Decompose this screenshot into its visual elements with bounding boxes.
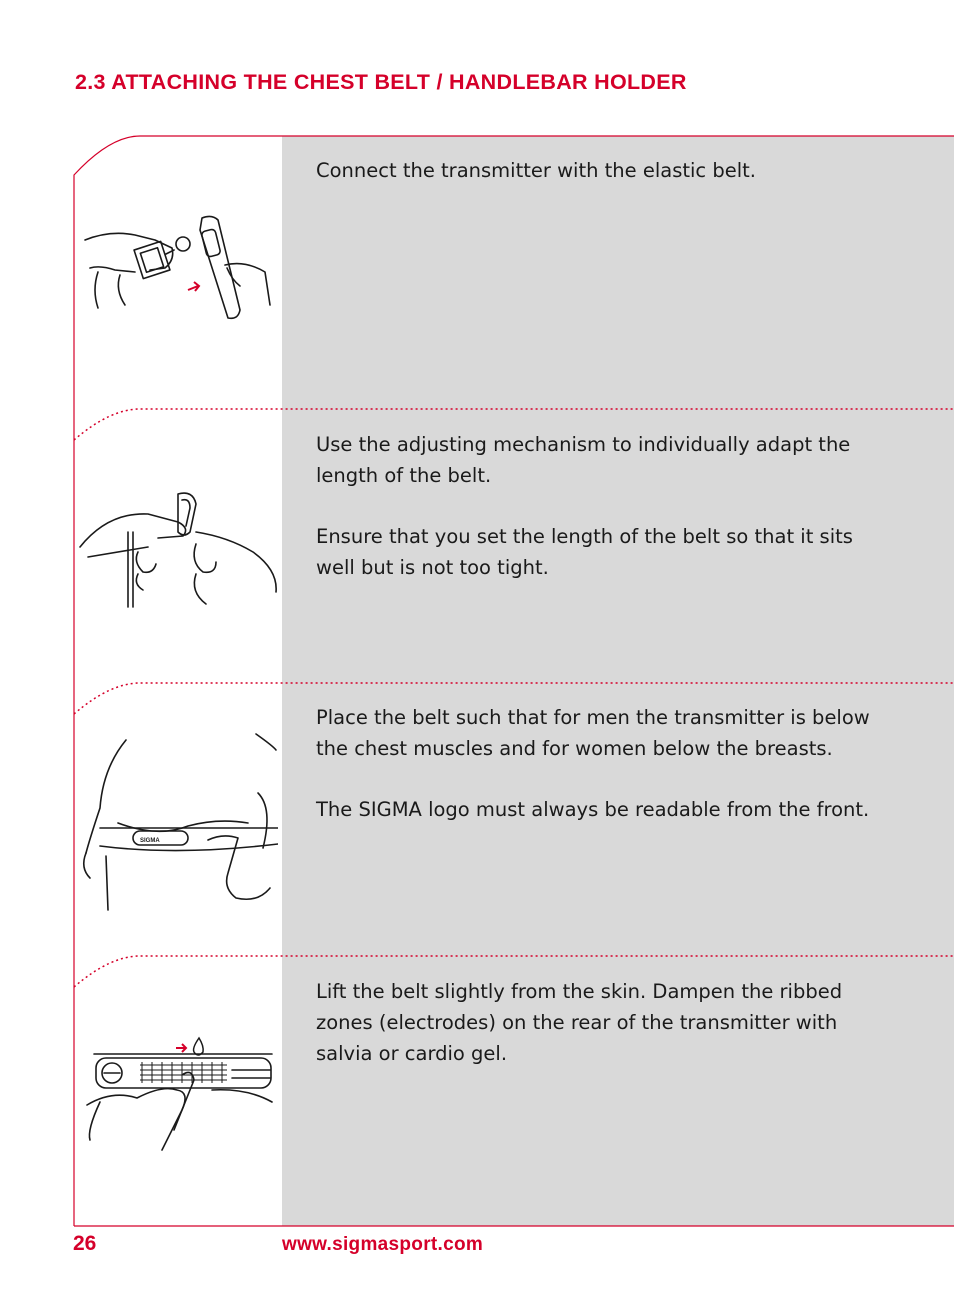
step-2-paragraph-2: Ensure that you set the length of the belt so that it sits well but is not too tight.	[316, 525, 853, 580]
torso-chest-belt-icon	[78, 728, 278, 913]
step-3-paragraph-2: The SIGMA logo must always be readable from the front.	[316, 798, 870, 822]
hands-connect-transmitter-icon	[80, 210, 275, 325]
website-link[interactable]: www.sigmasport.com	[282, 1234, 484, 1255]
page-number: 26	[73, 1232, 97, 1255]
step-4-text	[316, 977, 876, 1069]
hands-adjust-belt-icon	[78, 492, 278, 612]
step-1-text	[316, 156, 876, 187]
step-2-text	[316, 430, 876, 584]
page-title: 2.3 ATTACHING THE CHEST BELT / HANDLEBAR HOLDER	[75, 70, 687, 94]
step-2-paragraph-1: Use the adjusting mechanism to individually adapt the length of the belt.	[316, 433, 851, 487]
step-4-paragraph-1: Lift the belt slightly from the skin. Dampen the ribbed zones (electrodes) on the rear of the transmitter with salvia or cardio gel.	[316, 980, 843, 1065]
step-1-paragraph-1: Connect the transmitter with the elastic belt.	[316, 159, 756, 182]
step-3-text	[316, 703, 876, 826]
step-3-paragraph-1: Place the belt such that for men the transmitter is below the chest muscles and for women below the breasts.	[316, 706, 870, 760]
dampen-electrodes-icon	[82, 1030, 277, 1160]
belt-logo: SIGMA	[140, 838, 160, 844]
